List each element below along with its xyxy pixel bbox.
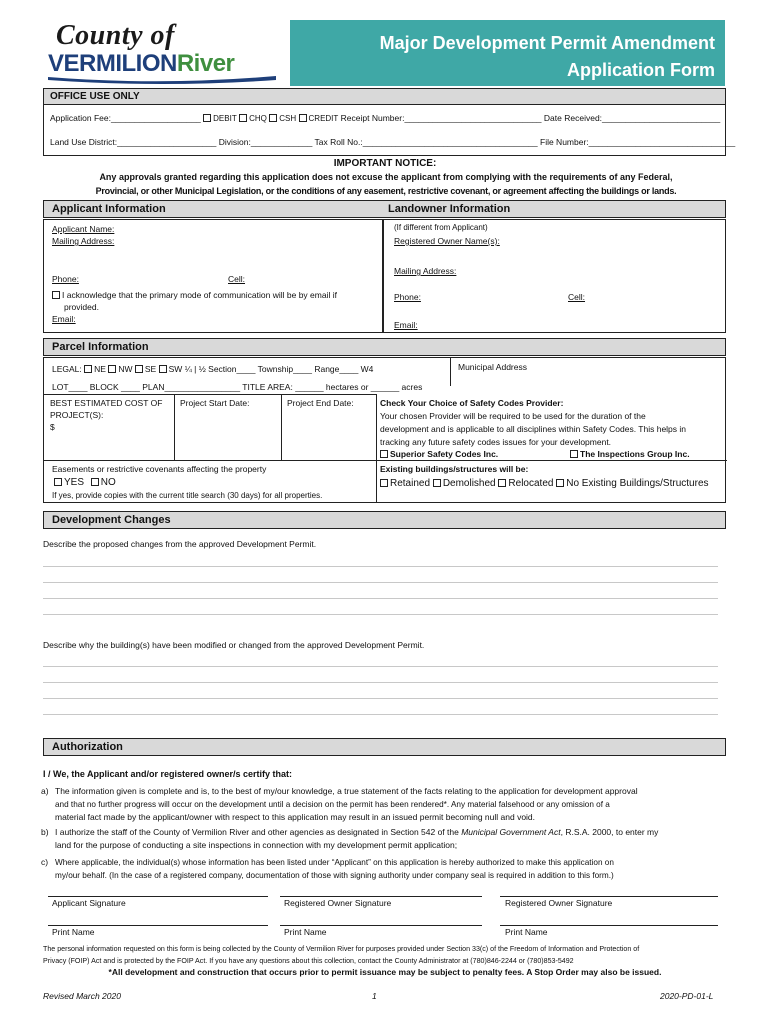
parcel-heading: Parcel Information — [43, 338, 726, 356]
land-use-field[interactable]: Land Use District:_____________________ — [50, 137, 217, 147]
auth-c-line-2: my/our behalf. (In the case of a registered company, documentation of those with signing authority under company seal is required in addition to this form.) — [55, 871, 614, 880]
answer-line-7[interactable] — [43, 698, 718, 699]
print-name-line-3[interactable] — [500, 925, 718, 926]
applicant-heading: Applicant Information — [52, 203, 166, 215]
inspections-label: The Inspections Group Inc. — [580, 449, 690, 459]
start-divider — [281, 394, 282, 460]
no-existing-label: No Existing Buildings/Structures — [566, 478, 709, 489]
auth-b-line-2: land for the purpose of conducting a site inspections in connection with my development permit application; — [55, 840, 458, 850]
relocated-checkbox[interactable] — [498, 479, 506, 487]
answer-line-3[interactable] — [43, 598, 718, 599]
existing-title: Existing buildings/structures will be: — [380, 464, 529, 474]
demolished-label: Demolished — [442, 478, 496, 489]
relocated-label: Relocated — [508, 478, 554, 489]
credit-checkbox[interactable] — [299, 114, 307, 122]
auth-item-c — [41, 856, 727, 882]
page-number: 1 — [372, 991, 377, 1001]
email-ack-row — [52, 290, 337, 300]
division-field[interactable]: Division:_____________ — [218, 137, 313, 147]
no-existing-checkbox[interactable] — [556, 479, 564, 487]
end-date-field[interactable]: Project End Date: — [287, 398, 354, 408]
foip-line-2: Privacy (FOIP) Act and is protected by the FOIP Act. If you have any questions about this collection, contact the County Administrator at (780)846-2244 or (780)853-5492 — [43, 957, 574, 965]
se-label: SE — [144, 364, 157, 374]
auth-b-text-2: , R.S.A. 2000, to enter my — [560, 827, 659, 837]
demolished-checkbox[interactable] — [433, 479, 441, 487]
foip-notice — [43, 943, 728, 967]
auth-b-text: I authorize the staff of the County of Vermilion River and other agencies as designated in Section 542 of the — [55, 827, 462, 837]
answer-line-5[interactable] — [43, 666, 718, 667]
superior-option[interactable] — [380, 449, 498, 459]
office-use-box — [43, 88, 736, 156]
email-ack-checkbox[interactable] — [52, 291, 60, 299]
applicant-signature-label: Applicant Signature — [52, 898, 126, 908]
sw-checkbox[interactable] — [159, 365, 167, 373]
email-ack-text: I acknowledge that the primary mode of communication will be by email if — [62, 290, 337, 300]
parcel-divider — [44, 394, 377, 395]
logo-river: River — [176, 50, 235, 77]
auth-a-line-2: and that no further progress will occur on the development until a decision on the permit has been rendered*. Any material falsehood or any omission of a — [55, 800, 610, 809]
cost-divider — [174, 394, 175, 460]
start-date-field[interactable]: Project Start Date: — [180, 398, 250, 408]
provider-text-2: development and is applicable to all disciplines within Safety Codes. This helps in — [380, 424, 687, 434]
form-title — [290, 20, 725, 86]
notice-line-2: Provincial, or other Municipal Legislation, or the conditions of any easement, restrictive covenant, or agreement affecting the buildings or lands. — [95, 186, 677, 196]
auth-item-a — [41, 785, 727, 824]
applicant-email-field[interactable]: Email: — [52, 314, 76, 324]
applicant-cell-field[interactable]: Cell: — [228, 274, 246, 284]
owner-signature-line-2[interactable] — [500, 896, 718, 897]
file-number-field[interactable]: File Number:_______________________________ — [540, 137, 736, 147]
parcel-box — [43, 357, 726, 503]
office-use-heading: OFFICE USE ONLY — [44, 89, 725, 105]
cost-label-2: PROJECT(S): — [50, 410, 104, 420]
provider-title: Check Your Choice of Safety Codes Provider: — [380, 398, 564, 408]
owner-name-field[interactable]: Registered Owner Name(s): — [394, 236, 500, 246]
ifyes-note: If yes, provide copies with the current title search (30 days) for all properties. — [52, 491, 323, 500]
yes-label: YES — [64, 477, 85, 488]
csh-checkbox[interactable] — [269, 114, 277, 122]
section-township-range-field[interactable]: ¼ | ½ Section____ Township____ Range____ W4 — [184, 364, 374, 374]
changes-question-2: Describe why the building(s) have been modified or changed from the approved Development Permit. — [43, 640, 425, 650]
auth-item-b — [41, 826, 727, 852]
easement-yes-no — [54, 477, 116, 488]
answer-line-8[interactable] — [43, 714, 718, 715]
superior-checkbox[interactable] — [380, 450, 388, 458]
print-name-line-2[interactable] — [280, 925, 482, 926]
form-code: 2020-PD-01-L — [660, 991, 714, 1001]
changes-question-1: Describe the proposed changes from the approved Development Permit. — [43, 539, 317, 549]
print-name-label-2: Print Name — [284, 927, 327, 937]
retained-checkbox[interactable] — [380, 479, 388, 487]
auth-b-line-1 — [55, 826, 727, 839]
landowner-heading: Landowner Information — [388, 203, 511, 215]
sw-label: SW — [168, 364, 183, 374]
landowner-box — [383, 219, 726, 333]
auth-a-line-1: The information given is complete and is, to the best of my/our knowledge, a true statement of the facts relating to the application for development approval — [55, 786, 638, 796]
debit-label: DEBIT — [213, 114, 237, 123]
easement-no-checkbox[interactable] — [91, 478, 99, 486]
legal-label: LEGAL: — [52, 364, 82, 374]
provider-text-1: Your chosen Provider will be required to be used for the duration of the — [380, 411, 646, 421]
applicant-box — [43, 219, 383, 333]
legal-row — [52, 364, 373, 374]
auth-b-act: Municipal Government Act — [461, 827, 561, 837]
date-received-field[interactable]: Date Received:_________________________ — [543, 113, 721, 123]
superior-label: Superior Safety Codes Inc. — [390, 449, 499, 459]
parcel-vdivider — [376, 394, 377, 502]
credit-label: CREDIT — [308, 114, 339, 123]
owner-signature-line-1[interactable] — [280, 896, 482, 897]
easement-divider — [44, 460, 727, 461]
print-name-label-3: Print Name — [505, 927, 548, 937]
owner-email-field[interactable]: Email: — [394, 320, 418, 330]
auth-heading: Authorization — [43, 738, 726, 756]
ne-label: NE — [94, 364, 106, 374]
inspections-option[interactable] — [570, 449, 690, 459]
certify-statement: I / We, the Applicant and/or registered owner/s certify that: — [43, 769, 293, 779]
auth-label-b: b) — [41, 827, 49, 837]
receipt-number-field[interactable]: Receipt Number:_____________________________ — [340, 113, 542, 123]
auth-a-line-3: material fact made by the applicant/owner with respect to this application may result in an issued permit becoming null and void. — [55, 812, 536, 822]
print-name-line-1[interactable] — [48, 925, 268, 926]
chq-label: CHQ — [249, 114, 267, 123]
no-label: NO — [100, 477, 116, 488]
auth-label-a: a) — [41, 786, 49, 796]
form-title-line1: Major Development Permit Amendment — [379, 33, 715, 53]
logo-county-text: County of — [56, 20, 175, 51]
notice-text — [48, 170, 724, 198]
notice-title: IMPORTANT NOTICE: — [333, 158, 437, 169]
office-row-2 — [50, 137, 735, 147]
foip-line-1: The personal information requested on this form is being collected by the County of Vermilion River for purposes provided under Section 33(c) of the Freedom of Information and Protection of — [43, 945, 640, 953]
form-title-line2: Application Form — [567, 60, 715, 80]
se-checkbox[interactable] — [135, 365, 143, 373]
answer-line-6[interactable] — [43, 682, 718, 683]
cost-label: BEST ESTIMATED COST OF — [50, 398, 163, 408]
answer-line-2[interactable] — [43, 582, 718, 583]
notice-line-1: Any approvals granted regarding this application does not excuse the applicant from complying with the requirements of any Federal, — [99, 172, 673, 182]
easements-label: Easements or restrictive covenants affecting the property — [52, 464, 267, 474]
applicant-mailing-field[interactable]: Mailing Address: — [52, 236, 115, 246]
auth-label-c: c) — [41, 857, 49, 867]
print-name-label-1: Print Name — [52, 927, 95, 937]
municipal-divider — [450, 358, 451, 386]
owner-phone-field[interactable]: Phone: — [394, 292, 421, 302]
chq-checkbox[interactable] — [239, 114, 247, 122]
nw-label: NW — [118, 364, 133, 374]
answer-line-1[interactable] — [43, 566, 718, 567]
tax-roll-field[interactable]: Tax Roll No.:_____________________________________ — [314, 137, 538, 147]
provider-text-3: tracking any future safety codes issues for your development. — [380, 437, 612, 447]
retained-label: Retained — [390, 478, 431, 489]
municipal-address-field[interactable]: Municipal Address — [458, 362, 527, 372]
revised-date: Revised March 2020 — [43, 991, 121, 1001]
auth-c-line-1: Where applicable, the individual(s) whose information has been listed under “Applicant” on this application is hereby authorized to make this application on — [55, 858, 614, 867]
inspections-checkbox[interactable] — [570, 450, 578, 458]
csh-label: CSH — [279, 114, 297, 123]
changes-heading: Development Changes — [43, 511, 726, 529]
owner-cell-field[interactable]: Cell: — [568, 292, 586, 302]
ne-checkbox[interactable] — [84, 365, 92, 373]
existing-options — [380, 478, 709, 489]
office-row-1 — [50, 113, 720, 123]
easement-yes-checkbox[interactable] — [54, 478, 62, 486]
cost-input[interactable]: $ — [50, 422, 55, 432]
email-ack-text-2: provided. — [64, 302, 99, 312]
logo-swoosh-icon — [48, 74, 276, 84]
application-fee-field[interactable]: Application Fee:___________________ — [50, 113, 201, 123]
landowner-note: (If different from Applicant) — [394, 223, 488, 232]
logo-vermilion: VERMILION — [48, 50, 177, 77]
answer-line-4[interactable] — [43, 614, 718, 615]
owner-signature-label-2: Registered Owner Signature — [505, 898, 613, 908]
applicant-landowner-heading — [43, 200, 726, 218]
owner-mailing-field[interactable]: Mailing Address: — [394, 266, 457, 276]
applicant-phone-field[interactable]: Phone: — [52, 274, 79, 284]
debit-checkbox[interactable] — [203, 114, 211, 122]
applicant-signature-line[interactable] — [48, 896, 268, 897]
nw-checkbox[interactable] — [108, 365, 116, 373]
penalty-warning: *All development and construction that occurs prior to permit issuance may be subject to penalty fees. A Stop Order may also be issued. — [108, 967, 662, 977]
owner-signature-label-1: Registered Owner Signature — [284, 898, 392, 908]
lot-block-plan-field[interactable]: LOT____ BLOCK ____ PLAN________________ TITLE AREA: ______ hectares or ______ acres — [52, 382, 423, 392]
applicant-name-field[interactable]: Applicant Name: — [52, 224, 115, 234]
